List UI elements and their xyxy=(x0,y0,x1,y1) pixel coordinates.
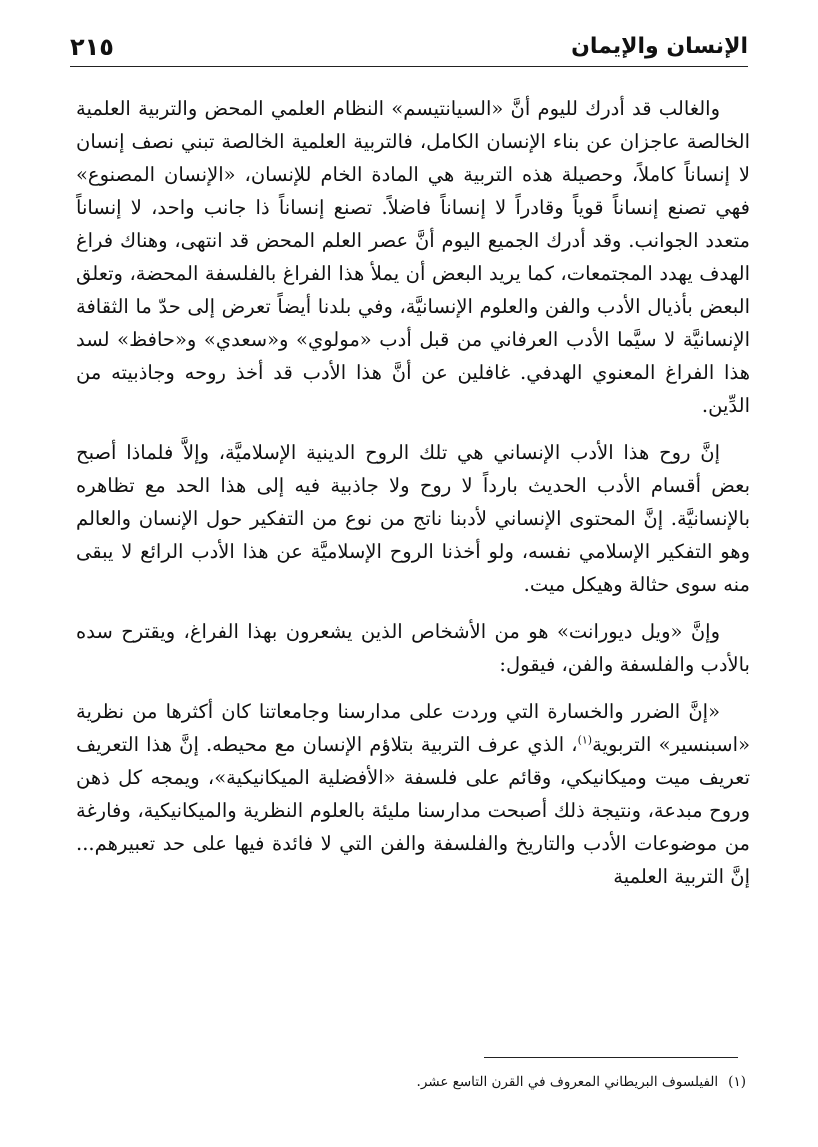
footnote-rule xyxy=(484,1057,738,1058)
footnote-text: الفيلسوف البريطاني المعروف في القرن التاسع عشر. xyxy=(416,1074,719,1090)
header-rule xyxy=(70,66,748,67)
footnote xyxy=(106,1071,746,1093)
quote-text-end: ، الذي عرف التربية بتلاؤم الإنسان مع محيطه. إنَّ هذا التعريف تعريف ميت وميكانيكي، وقائم على فلسفة «الأفضلية الميكانيكية»، ويمجه كل ذهن وروح مبدعة، ونتيجة ذلك أصبحت مدارسنا مليئة بالعلوم النظرية والميكانيكية، وفارغة من موضوعات الأدب والتاريخ والفلسفة والفن التي لا فائدة فيها على حد تعبيرهم... إنَّ التربية العلمية xyxy=(76,733,750,888)
footnote-reference: (١) xyxy=(577,733,593,747)
paragraph-3: وإنَّ «ويل ديورانت» هو من الأشخاص الذين يشعرون بهذا الفراغ، ويقترح سده بالأدب والفلسفة والفن، فيقول: xyxy=(76,620,750,676)
book-title: الإنسان والإيمان xyxy=(571,34,748,59)
paragraph-2: إنَّ روح هذا الأدب الإنساني هي تلك الروح الدينية الإسلاميَّة، وإلاَّ فلماذا أصبح بعض أقسام الأدب الحديث بارداً لا روح ولا جاذبية فيه إلى هذا الحد مع تظاهره بالإنسانيَّة. إنَّ المحتوى الإنساني لأدبنا ناتج من نوع من التفكير حول الإنسان والعالم وهو التفكير الإسلامي نفسه، ولو أخذنا الروح الإسلاميَّة عن هذا الأدب الرائع لا يبقى منه سوى حثالة وهيكل ميت. xyxy=(76,441,750,596)
body-text xyxy=(76,92,750,907)
footnote-marker: (١) xyxy=(728,1074,746,1090)
quote-text-start: «إنَّ الضرر والخسارة التي وردت على مدارسنا وجامعاتنا كان أكثرها من نظرية «اسبنسير» التربوية xyxy=(76,700,750,756)
paragraph-1: والغالب قد أدرك لليوم أنَّ «السيانتيسم» النظام العلمي المحض والتربية العلمية الخالصة عاجزان عن بناء الإنسان الكامل، فالتربية العلمية الخالصة تبني نصف إنسان لا إنساناً كاملاً، وحصيلة هذه التربية هي المادة الخام للإنسان، «الإنسان المصنوع» فهي تصنع إنساناً قوياً وقادراً لا إنساناً فاضلاً. تصنع إنساناً ذا جانب واحد، لا إنساناً متعدد الجوانب. وقد أدرك الجميع اليوم أنَّ عصر العلم المحض قد انتهى، وهناك فراغ الهدف يهدد المجتمعات، كما يريد البعض أن يملأ هذا الفراغ بالفلسفة المحضة، وتعلق البعض بأذيال الأدب والفن والعلوم الإنسانيَّة، وفي بلدنا أيضاً تعرض إلى حدّ ما الثقافة الإنسانيَّة لا سيَّما الأدب العرفاني من قبل أدب «مولوي» و«سعدي» و«حافظ» لسد هذا الفراغ المعنوي الهدفي. غافلين عن أنَّ هذا الأدب قد أخذ روحه وجاذبيته من الدِّين. xyxy=(76,97,750,417)
quote-paragraph xyxy=(76,695,750,893)
running-header xyxy=(70,30,748,60)
page-number: ٢١٥ xyxy=(70,33,114,61)
